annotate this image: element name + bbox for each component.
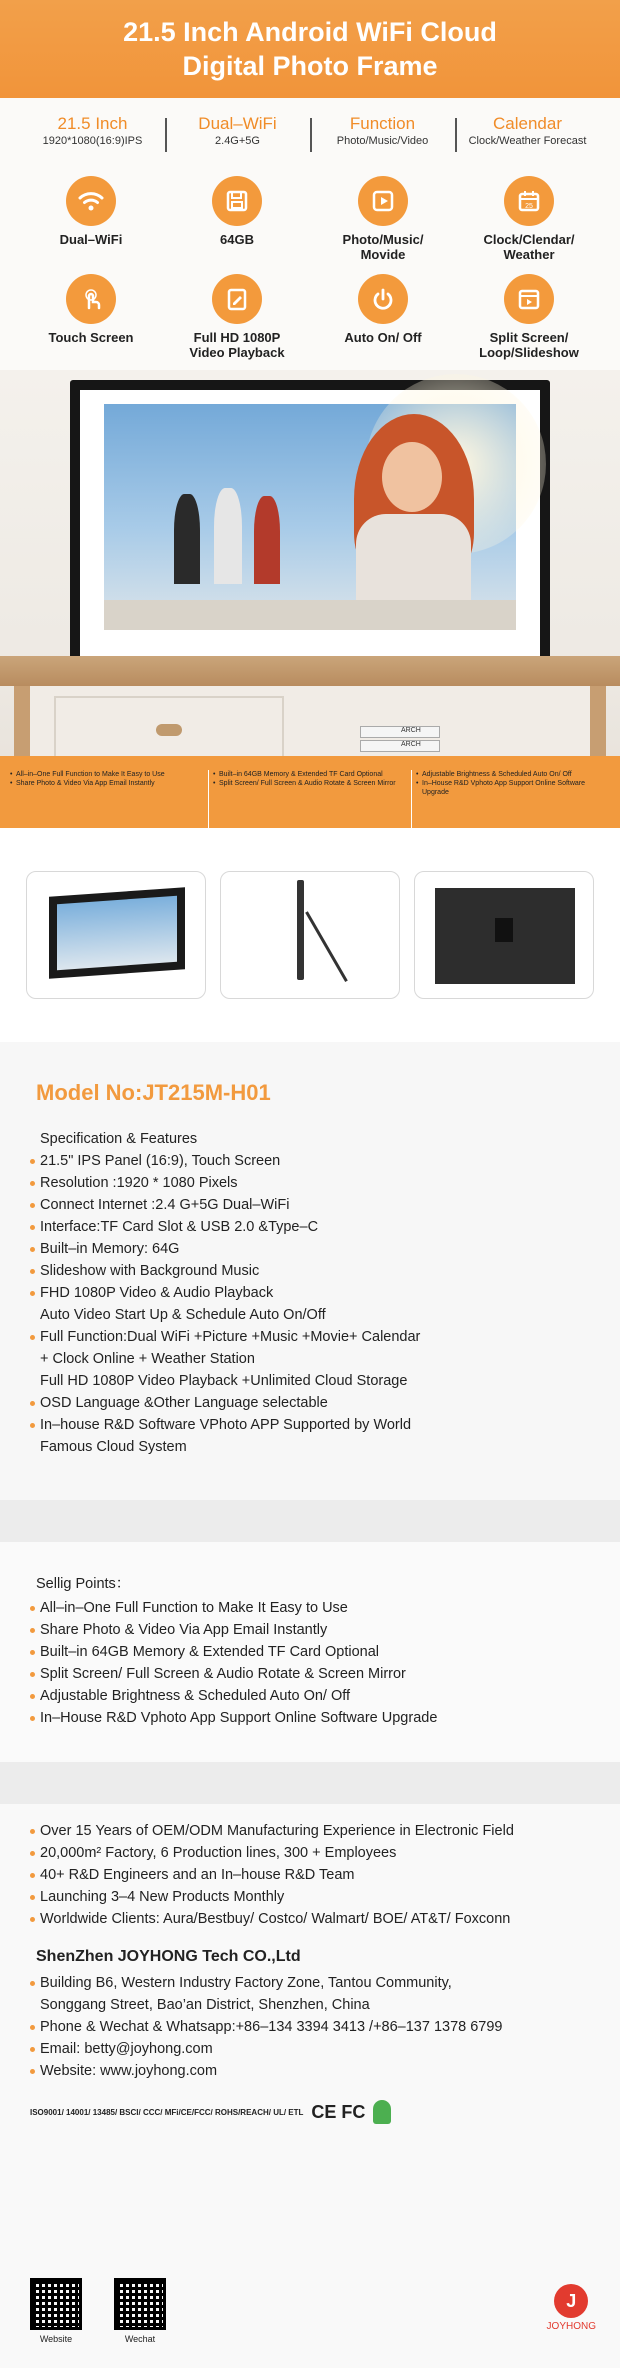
ground bbox=[104, 600, 516, 630]
calendar-icon bbox=[504, 176, 554, 226]
thumb-photo bbox=[57, 896, 177, 970]
company-name: ShenZhen JOYHONG Tech CO.,Ltd bbox=[36, 1948, 301, 1965]
banner-item: • Built–in 64GB Memory & Extended TF Card Optional bbox=[213, 770, 407, 779]
selling-list bbox=[30, 1597, 590, 1729]
feature-item bbox=[18, 274, 164, 360]
selling-item: In–House R&D Vphoto App Support Online Software Upgrade bbox=[30, 1707, 590, 1729]
company-address bbox=[30, 1972, 590, 2082]
thumb-stand bbox=[305, 911, 348, 982]
selling-item: Share Photo & Video Via App Email Instantly bbox=[30, 1619, 590, 1641]
spec-title: Dual–WiFi bbox=[198, 113, 277, 133]
cabinet-top bbox=[0, 656, 620, 686]
address-line: Songgang Street, Bao’an District, Shenzhen, China bbox=[40, 1997, 370, 2013]
banner-item: • Adjustable Brightness & Scheduled Auto On/ Off bbox=[416, 770, 610, 779]
selling-section bbox=[0, 1542, 620, 1762]
company-section bbox=[0, 1804, 620, 2368]
logo-name: JOYHONG bbox=[546, 2321, 596, 2332]
address-line: Building B6, Western Industry Factory Zone, Tantou Community, bbox=[30, 1972, 590, 1994]
rohs-leaf-icon bbox=[373, 2100, 391, 2124]
thumbnail-back[interactable] bbox=[414, 871, 594, 999]
book: ARCH bbox=[360, 726, 440, 738]
photo-frame-image bbox=[70, 380, 550, 670]
background-person bbox=[174, 494, 200, 584]
spec-line: Connect Internet :2.4 G+5G Dual–WiFi bbox=[30, 1194, 590, 1216]
feature-banner bbox=[0, 756, 620, 828]
logo-mark-icon: J bbox=[554, 2284, 588, 2318]
woman-face bbox=[382, 442, 442, 512]
qr-website[interactable] bbox=[30, 2278, 82, 2344]
spec-line: Slideshow with Background Music bbox=[30, 1260, 590, 1282]
qr-row bbox=[30, 2278, 166, 2344]
feature-item bbox=[164, 274, 310, 360]
qr-code-icon bbox=[30, 2278, 82, 2330]
svg-text:25: 25 bbox=[525, 203, 533, 210]
banner-column bbox=[208, 770, 411, 828]
spec-title: Calendar bbox=[493, 113, 562, 133]
section-divider bbox=[0, 1762, 620, 1804]
spec-line: 21.5" IPS Panel (16:9), Touch Screen bbox=[30, 1150, 590, 1172]
spec-calendar bbox=[455, 114, 600, 149]
section-divider bbox=[0, 1500, 620, 1542]
product-scene bbox=[0, 370, 620, 828]
qr-label: Website bbox=[39, 2334, 73, 2344]
certifications bbox=[30, 2100, 590, 2124]
feature-label: Full HD 1080P Video Playback bbox=[189, 330, 285, 360]
banner-item: • All–in–One Full Function to Make It Easy to Use bbox=[10, 770, 204, 779]
spec-line: Built–in Memory: 64G bbox=[30, 1238, 590, 1260]
spec-heading: Specification & Features bbox=[40, 1131, 198, 1147]
selling-heading: Sellig Points： bbox=[36, 1576, 131, 1592]
play-icon bbox=[358, 176, 408, 226]
selling-item: Built–in 64GB Memory & Extended TF Card Optional bbox=[30, 1641, 590, 1663]
page-title-line2: Digital Photo Frame bbox=[182, 51, 438, 81]
company-list bbox=[30, 1820, 590, 1930]
spec-title: Function bbox=[349, 113, 416, 133]
frame-mat bbox=[80, 390, 540, 660]
spec-line: Resolution :1920 * 1080 Pixels bbox=[30, 1172, 590, 1194]
address-line: Phone & Wechat & Whatsapp:+86–134 3394 3413 /+86–137 1378 6799 bbox=[30, 2016, 590, 2038]
feature-label: Dual–WiFi bbox=[59, 232, 123, 247]
address-line: Email: betty@joyhong.com bbox=[30, 2038, 590, 2060]
company-fact: 20,000m² Factory, 6 Production lines, 300 + Employees bbox=[30, 1842, 590, 1864]
touch-icon bbox=[66, 274, 116, 324]
banner-item: • In–House R&D Vphoto App Support Online Software Upgrade bbox=[416, 779, 610, 797]
company-fact: Launching 3–4 New Products Monthly bbox=[30, 1886, 590, 1908]
power-icon bbox=[358, 274, 408, 324]
split-icon bbox=[504, 274, 554, 324]
wifi-icon bbox=[66, 176, 116, 226]
spec-title: 21.5 Inch bbox=[57, 113, 128, 133]
banner-column bbox=[411, 770, 614, 828]
feature-item bbox=[310, 274, 456, 360]
spec-line: Interface:TF Card Slot & USB 2.0 &Type–C bbox=[30, 1216, 590, 1238]
feature-label: Photo/Music/ Movide bbox=[342, 232, 424, 262]
spec-line: Famous Cloud System bbox=[40, 1439, 187, 1455]
selling-item: All–in–One Full Function to Make It Easy to Use bbox=[30, 1597, 590, 1619]
feature-item bbox=[310, 176, 456, 262]
spec-list bbox=[30, 1128, 590, 1458]
feature-item bbox=[456, 176, 602, 262]
feature-label: Split Screen/ Loop/Slideshow bbox=[479, 330, 579, 360]
spec-line: In–house R&D Software VPhoto APP Supported by World bbox=[30, 1414, 590, 1436]
thumbnail-row bbox=[0, 828, 620, 1042]
spec-sub: Photo/Music/Video bbox=[336, 134, 429, 147]
page-title-line1: 21.5 Inch Android WiFi Cloud bbox=[123, 17, 497, 47]
frame-photo bbox=[104, 404, 516, 630]
save-icon bbox=[212, 176, 262, 226]
cert-marks: CE FC bbox=[311, 2101, 366, 2122]
thumbnail-side[interactable] bbox=[220, 871, 400, 999]
drawer-knob bbox=[156, 724, 182, 736]
book: ARCH bbox=[360, 740, 440, 752]
spec-sub: 1920*1080(16:9)IPS bbox=[42, 134, 143, 147]
woman-body bbox=[356, 514, 471, 604]
company-fact: Worldwide Clients: Aura/Bestbuy/ Costco/ Walmart/ BOE/ AT&T/ Foxconn bbox=[30, 1908, 590, 1930]
banner-item: • Share Photo & Video Via App Email Instantly bbox=[10, 779, 204, 788]
spec-wifi bbox=[165, 114, 310, 149]
spec-line: + Clock Online + Weather Station bbox=[40, 1351, 255, 1367]
banner-item: • Split Screen/ Full Screen & Audio Rotate & Screen Mirror bbox=[213, 779, 407, 788]
banner-column bbox=[6, 770, 208, 828]
spec-sub: Clock/Weather Forecast bbox=[468, 134, 587, 147]
spec-size bbox=[20, 114, 165, 149]
thumbnail-front[interactable] bbox=[26, 871, 206, 999]
spec-section bbox=[0, 1042, 620, 1500]
company-fact: 40+ R&D Engineers and an In–house R&D Team bbox=[30, 1864, 590, 1886]
spec-line: Full HD 1080P Video Playback +Unlimited Cloud Storage bbox=[40, 1373, 408, 1389]
qr-code-icon bbox=[114, 2278, 166, 2330]
qr-wechat[interactable] bbox=[114, 2278, 166, 2344]
qr-label: Wechat bbox=[124, 2334, 156, 2344]
address-line: Website: www.joyhong.com bbox=[30, 2060, 590, 2082]
cert-list: ISO9001/ 14001/ 13485/ BSCI/ CCC/ MFi/CE/FCC/ ROHS/REACH/ UL/ ETL bbox=[30, 2107, 304, 2117]
feature-item bbox=[18, 176, 164, 262]
feature-grid bbox=[0, 164, 620, 370]
spec-sub: 2.4G+5G bbox=[215, 134, 260, 147]
feature-label: Clock/Clendar/ Weather bbox=[483, 232, 575, 262]
spec-line: OSD Language &Other Language selectable bbox=[30, 1392, 590, 1414]
thumb-mount bbox=[495, 918, 513, 942]
selling-item: Split Screen/ Full Screen & Audio Rotate & Screen Mirror bbox=[30, 1663, 590, 1685]
feature-label: Auto On/ Off bbox=[344, 330, 422, 345]
hero-header bbox=[0, 0, 620, 98]
spec-function bbox=[310, 114, 455, 149]
background-person bbox=[214, 488, 242, 584]
company-fact: Over 15 Years of OEM/ODM Manufacturing Experience in Electronic Field bbox=[30, 1820, 590, 1842]
background-person bbox=[254, 496, 280, 584]
model-number: Model No:JT215M-H01 bbox=[36, 1080, 271, 1105]
spec-line: Auto Video Start Up & Schedule Auto On/Off bbox=[40, 1307, 326, 1323]
feature-item bbox=[164, 176, 310, 262]
feature-label: Touch Screen bbox=[48, 330, 134, 345]
selling-item: Adjustable Brightness & Scheduled Auto On/ Off bbox=[30, 1685, 590, 1707]
brand-logo bbox=[547, 2284, 596, 2332]
spec-line: FHD 1080P Video & Audio Playback bbox=[30, 1282, 590, 1304]
feature-item bbox=[456, 274, 602, 360]
spec-line: Full Function:Dual WiFi +Picture +Music +Movie+ Calendar bbox=[30, 1326, 590, 1348]
feature-label: 64GB bbox=[220, 232, 254, 247]
spec-strip bbox=[0, 98, 620, 164]
edit-icon bbox=[212, 274, 262, 324]
thumb-frame-edge bbox=[297, 880, 304, 980]
spec-lines bbox=[30, 1150, 590, 1458]
